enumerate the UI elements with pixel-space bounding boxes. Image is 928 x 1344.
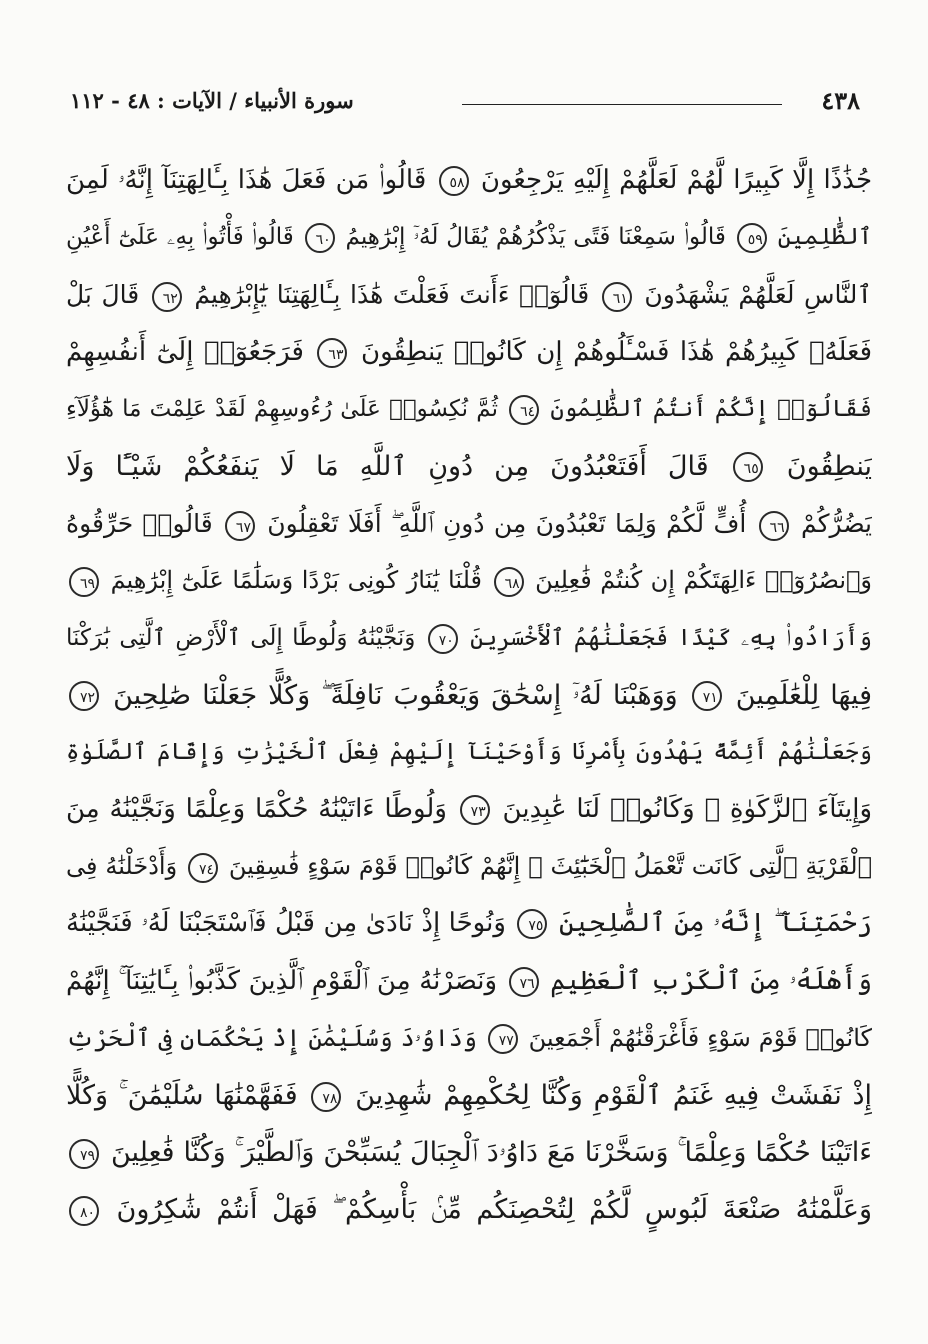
verse-text: وَوَهَبْنَا لَهُۥٓ إِسْحَٰقَ وَيَعْقُوبَ نَافِلَةً ۖ وَكُلًّا جَعَلْنَا صَٰلِحِينَ (113, 679, 678, 711)
verse-text: قَالَ بَلْ (66, 280, 140, 310)
ayah-number-marker: ٦٨ (494, 567, 524, 597)
verse-text: فِيهَا لِلْعَٰلَمِينَ (735, 679, 872, 711)
verse-text: وَأَرَادُوا۟ بِهِۦ كَيْدًا فَجَعَلْنَٰهُمُ ٱلْأَخْسَرِينَ (470, 624, 872, 651)
verse-text: قَالُوا۟ فَأْتُوا۟ بِهِۦ عَلَىٰٓ أَعْيُنِ (66, 224, 294, 251)
verse-text: إِذْ نَفَشَتْ فِيهِ غَنَمُ ٱلْقَوْمِ وَكُنَّا لِحُكْمِهِمْ شَٰهِدِينَ (355, 1080, 872, 1111)
ayah-number-marker: ٧٢ (69, 681, 99, 711)
verse-text: قَالُوا۟ حَرِّقُوهُ (66, 509, 213, 539)
verse-text: ءَاتَيْنَا حُكْمًا وَعِلْمًا ۚ وَسَخَّرْنَا مَعَ دَاوُۥدَ ٱلْجِبَالَ يُسَبِّحْنَ وَٱلطَّيْرَ ۚ وَكُنَّا فَٰعِلِينَ (110, 1137, 872, 1169)
text-line (66, 895, 872, 952)
ayah-number-marker: ٦٧ (225, 511, 255, 541)
ayah-number-marker: ٧٦ (509, 967, 539, 997)
ayah-number-marker: ٧٣ (460, 795, 490, 825)
page-header (70, 86, 860, 116)
verse-text: وَلُوطًا ءَاتَيْنَٰهُ حُكْمًا وَعِلْمًا وَنَجَّيْنَٰهُ مِنَ (66, 794, 447, 825)
ayah-number-marker: ٥٩ (737, 223, 767, 253)
text-line (66, 1124, 872, 1181)
verse-text: يَنطِقُونَ (786, 450, 872, 482)
verse-text: وَأَدْخَلْنَٰهُ فِى (66, 852, 178, 881)
verse-text: قُلْنَا يَٰنَارُ كُونِى بَرْدًا وَسَلَٰمًا عَلَىٰٓ إِبْرَٰهِيمَ (110, 566, 483, 595)
ayah-number-marker: ٦٩ (69, 567, 99, 597)
verse-text: وَعَلَّمْنَٰهُ صَنْعَةَ لَبُوسٍ لَّكُمْ لِتُحْصِنَكُم مِّنۢ بَأْسِكُمْ ۖ فَهَلْ أَنتُمْ شَٰكِرُونَ (116, 1194, 872, 1226)
text-line (66, 381, 872, 438)
text-line (66, 1181, 872, 1238)
ayah-number-marker: ٧٨ (311, 1082, 341, 1112)
text-line (66, 438, 872, 495)
text-line (66, 324, 872, 381)
text-line (66, 209, 872, 266)
verse-text: وَدَاوُۥدَ وَسُلَيْمَٰنَ إِذْ يَحْكُمَانِ فِى ٱلْحَرْثِ (66, 1023, 477, 1052)
ayah-number-marker: ٦١ (602, 282, 632, 312)
verse-text: جُذَٰذًا إِلَّا كَبِيرًا لَّهُمْ لَعَلَّهُمْ إِلَيْهِ يَرْجِعُونَ (480, 165, 872, 195)
verse-text: ٱلنَّاسِ لَعَلَّهُمْ يَشْهَدُونَ (644, 280, 872, 310)
ayah-number-marker: ٥٨ (439, 166, 469, 196)
header-rule (462, 104, 782, 105)
quran-text-block (66, 152, 872, 1239)
text-line (66, 667, 872, 724)
verse-text: ٱلْقَرْيَةِ ٱلَّتِى كَانَت تَّعْمَلُ ٱلْخَبَٰٓئِثَ ۗ إِنَّهُمْ كَانُوا۟ قَوْمَ سَوْءٍ فَٰسِقِينَ (228, 852, 872, 881)
ayah-number-marker: ٦٠ (305, 223, 335, 253)
verse-text: فَرَجَعُوٓا۟ إِلَىٰٓ أَنفُسِهِمْ (66, 336, 304, 367)
verse-text: فَقَالُوٓا۟ إِنَّكُمْ أَنتُمُ ٱلظَّٰلِمُونَ (550, 395, 872, 422)
text-line (66, 781, 872, 838)
verse-text: وَنَجَّيْنَٰهُ وَلُوطًا إِلَى ٱلْأَرْضِ ٱلَّتِى بَٰرَكْنَا (66, 624, 416, 651)
verse-text: ٱلظَّٰلِمِينَ (777, 224, 872, 251)
ayah-number-marker: ٦٦ (759, 511, 789, 541)
text-line (66, 495, 872, 552)
text-line (66, 152, 872, 209)
verse-text: قَالَ أَفَتَعْبُدُونَ مِن دُونِ ٱللَّهِ مَا لَا يَنفَعُكُمْ شَيْـًٔا وَلَا (66, 450, 709, 482)
verse-text: فَفَهَّمْنَٰهَا سُلَيْمَٰنَ ۚ وَكُلًّا (66, 1080, 298, 1111)
verse-text: وَجَعَلْنَٰهُمْ أَئِمَّةً يَهْدُونَ بِأَمْرِنَا وَأَوْحَيْنَآ إِلَيْهِمْ فِعْلَ ٱلْخَيْرَٰتِ وَإِقَامَ ٱلصَّلَوٰةِ (66, 738, 872, 765)
verse-text: كَانُوا۟ قَوْمَ سَوْءٍ فَأَغْرَقْنَٰهُمْ أَجْمَعِينَ (528, 1023, 872, 1052)
ayah-number-marker: ٦٢ (152, 282, 182, 312)
text-line (66, 724, 872, 781)
verse-text: وَنُوحًا إِذْ نَادَىٰ مِن قَبْلُ فَٱسْتَجَبْنَا لَهُۥ فَنَجَّيْنَٰهُ (66, 908, 506, 939)
verse-text: وَإِيتَآءَ ٱلزَّكَوٰةِ ۖ وَكَانُوا۟ لَنَا عَٰبِدِينَ (502, 794, 872, 825)
verse-text: قَالُوٓا۟ ءَأَنتَ فَعَلْتَ هَٰذَا بِـَٔالِهَتِنَا يَٰٓإِبْرَٰهِيمُ (194, 280, 590, 310)
verse-text: وَأَهْلَهُۥ مِنَ ٱلْكَرْبِ ٱلْعَظِيمِ (550, 965, 872, 996)
verse-text: فَعَلَهُۥ كَبِيرُهُمْ هَٰذَا فَسْـَٔلُوهُمْ إِن كَانُوا۟ يَنطِقُونَ (360, 336, 872, 367)
verse-text: أُفٍّ لَّكُمْ وَلِمَا تَعْبُدُونَ مِن دُونِ ٱللَّهِ ۖ أَفَلَا تَعْقِلُونَ (267, 509, 747, 539)
page-number: ٤٣٨ (821, 86, 860, 115)
verse-text: ثُمَّ نُكِسُوا۟ عَلَىٰ رُءُوسِهِمْ لَقَدْ عَلِمْتَ مَا هَٰٓؤُلَآءِ (66, 395, 498, 422)
ayah-number-marker: ٧٤ (188, 853, 218, 883)
ayah-number-marker: ٨٠ (69, 1196, 99, 1226)
ayah-number-marker: ٧٠ (428, 624, 458, 654)
ayah-number-marker: ٧١ (692, 681, 722, 711)
surah-info: سورة الأنبياء / الآيات : ٤٨ - ١١٢ (70, 88, 354, 113)
verse-text: قَالُوا۟ مَن فَعَلَ هَٰذَا بِـَٔالِهَتِنَآ إِنَّهُۥ لَمِنَ (66, 165, 427, 195)
text-line (66, 1010, 872, 1067)
verse-text: رَحْمَتِنَآ ۖ إِنَّهُۥ مِنَ ٱلصَّٰلِحِينَ (558, 908, 872, 939)
verse-text: يَضُرُّكُمْ (801, 509, 872, 539)
text-line (66, 838, 872, 895)
text-line (66, 953, 872, 1010)
text-line (66, 1067, 872, 1124)
ayah-number-marker: ٦٣ (317, 338, 347, 368)
verse-text: وَٱنصُرُوٓا۟ ءَالِهَتَكُمْ إِن كُنتُمْ فَٰعِلِينَ (535, 566, 872, 595)
ayah-number-marker: ٧٥ (517, 909, 547, 939)
ayah-number-marker: ٦٤ (509, 395, 539, 425)
verse-text: قَالُوا۟ سَمِعْنَا فَتًى يَذْكُرُهُمْ يُقَالُ لَهُۥٓ إِبْرَٰهِيمُ (345, 224, 726, 251)
verse-text: وَنَصَرْنَٰهُ مِنَ ٱلْقَوْمِ ٱلَّذِينَ كَذَّبُوا۟ بِـَٔايَٰتِنَآ ۚ إِنَّهُمْ (66, 965, 498, 996)
text-line (66, 610, 872, 667)
ayah-number-marker: ٧٩ (69, 1139, 99, 1169)
ayah-number-marker: ٦٥ (733, 452, 763, 482)
text-line (66, 552, 872, 609)
ayah-number-marker: ٧٧ (488, 1024, 518, 1054)
text-line (66, 266, 872, 323)
